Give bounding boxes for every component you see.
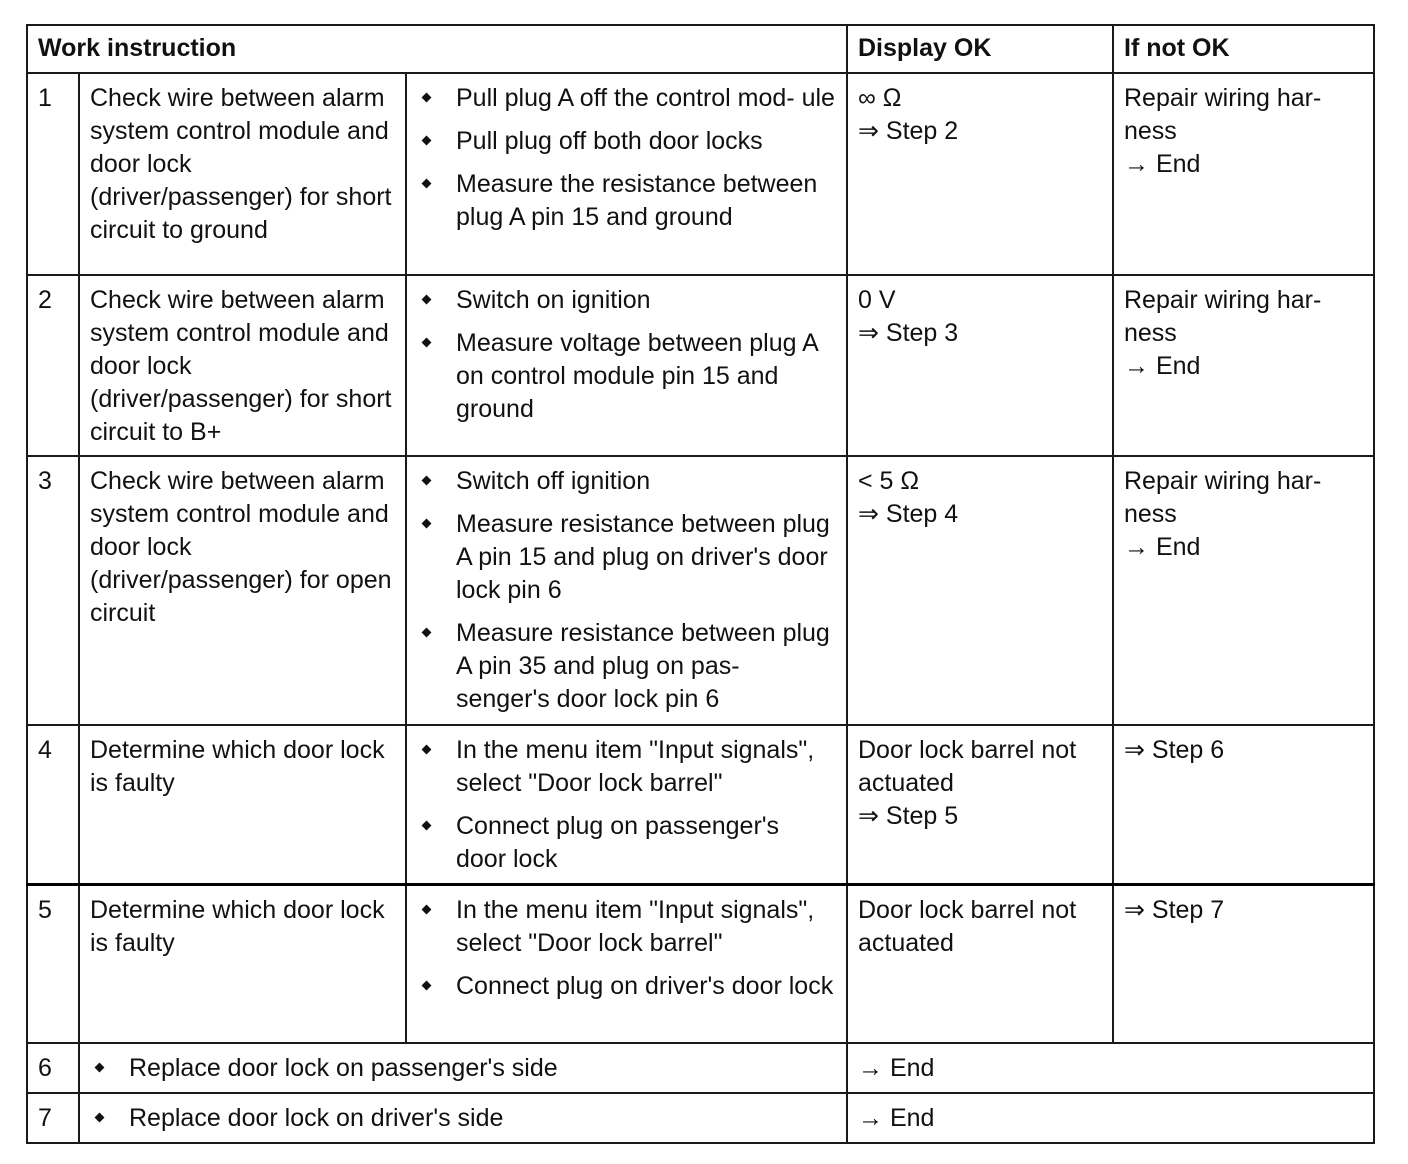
not-ok-next: → End	[1124, 533, 1201, 561]
step-task: Check wire between alarm system control module and door lock (driver/passenger) for open circuit	[79, 456, 406, 725]
not-ok-action: ⇒ Step 6	[1124, 736, 1225, 764]
header-work-instruction: Work instruction	[27, 25, 847, 73]
step-number: 6	[27, 1043, 79, 1093]
step-actions	[79, 1043, 847, 1093]
header-display-ok: Display OK	[847, 25, 1113, 73]
step-row-3	[27, 456, 1374, 725]
step-number: 1	[27, 73, 79, 275]
bullet-diamond-icon	[422, 93, 432, 103]
bullet-diamond-icon	[422, 821, 432, 831]
bullet-diamond-icon	[422, 519, 432, 529]
bullet-diamond-icon	[422, 628, 432, 638]
display-value: 0 V	[858, 286, 896, 314]
action-item: Pull plug off both door locks	[417, 125, 836, 158]
display-value: Door lock barrel not actuated	[858, 895, 1077, 957]
display-next-step: ⇒ Step 4	[858, 500, 959, 528]
step-actions	[406, 884, 847, 1043]
action-item: Measure resistance between plug A pin 15 and plug on driver's door lock pin 6	[417, 508, 836, 607]
display-next-step: ⇒ Step 2	[858, 117, 959, 145]
action-item: Measure the resistance between plug A pin 15 and ground	[417, 168, 836, 234]
not-ok-next: → End	[1124, 352, 1201, 380]
action-item: Switch on ignition	[417, 284, 836, 317]
step-actions	[406, 275, 847, 456]
if-not-ok-cell	[1113, 275, 1374, 456]
display-ok-cell	[847, 73, 1113, 275]
step-row-1	[27, 73, 1374, 275]
bullet-diamond-icon	[422, 904, 432, 914]
step-row-7	[27, 1093, 1374, 1143]
step-number: 7	[27, 1093, 79, 1143]
action-item: Measure resistance between plug A pin 35 and plug on pas- senger's door lock pin 6	[417, 617, 836, 716]
bullet-diamond-icon	[422, 295, 432, 305]
display-value: < 5 Ω	[858, 467, 920, 495]
result-cell: → End	[847, 1093, 1374, 1143]
if-not-ok-cell	[1113, 884, 1374, 1043]
bullet-diamond-icon	[95, 1063, 105, 1073]
display-ok-cell	[847, 725, 1113, 884]
display-ok-cell	[847, 275, 1113, 456]
step-actions	[406, 725, 847, 884]
step-row-4	[27, 725, 1374, 884]
step-task: Check wire between alarm system control module and door lock (driver/passenger) for short circuit to B+	[79, 275, 406, 456]
step-row-5	[27, 884, 1374, 1043]
bullet-diamond-icon	[422, 338, 432, 348]
action-item: Connect plug on driver's door lock	[417, 970, 836, 1003]
display-next-step: ⇒ Step 5	[858, 802, 959, 830]
if-not-ok-cell	[1113, 456, 1374, 725]
not-ok-next: → End	[1124, 150, 1201, 178]
step-actions	[79, 1093, 847, 1143]
header-row	[27, 25, 1374, 73]
action-item: Replace door lock on passenger's side	[90, 1052, 836, 1085]
bullet-diamond-icon	[95, 1113, 105, 1123]
display-value: ∞ Ω	[858, 84, 902, 112]
step-task: Determine which door lock is faulty	[79, 725, 406, 884]
bullet-diamond-icon	[422, 179, 432, 189]
not-ok-action: ⇒ Step 7	[1124, 895, 1225, 924]
action-item: In the menu item "Input signals", select "Door lock barrel"	[417, 894, 836, 960]
not-ok-action: Repair wiring har- ness	[1124, 84, 1322, 145]
display-ok-cell	[847, 884, 1113, 1043]
bullet-diamond-icon	[422, 980, 432, 990]
document-page	[26, 24, 1375, 1144]
action-item: Switch off ignition	[417, 465, 836, 498]
step-row-6	[27, 1043, 1374, 1093]
display-ok-cell	[847, 456, 1113, 725]
step-number: 4	[27, 725, 79, 884]
action-item: Replace door lock on driver's side	[90, 1102, 836, 1135]
bullet-diamond-icon	[422, 136, 432, 146]
if-not-ok-cell	[1113, 725, 1374, 884]
action-item: Connect plug on passenger's door lock	[417, 810, 836, 876]
step-number: 3	[27, 456, 79, 725]
work-instruction-table	[26, 24, 1375, 1144]
action-item: Pull plug A off the control mod- ule	[417, 82, 836, 115]
display-value: Door lock barrel not actuated	[858, 736, 1077, 797]
step-actions	[406, 73, 847, 275]
bullet-diamond-icon	[422, 745, 432, 755]
result-cell: → End	[847, 1043, 1374, 1093]
header-if-not-ok: If not OK	[1113, 25, 1374, 73]
not-ok-action: Repair wiring har- ness	[1124, 467, 1322, 528]
step-task: Check wire between alarm system control module and door lock (driver/passenger) for short circuit to ground	[79, 73, 406, 275]
bullet-diamond-icon	[422, 476, 432, 486]
action-item: Measure voltage between plug A on control module pin 15 and ground	[417, 327, 836, 426]
not-ok-action: Repair wiring har- ness	[1124, 286, 1322, 347]
step-actions	[406, 456, 847, 725]
if-not-ok-cell	[1113, 73, 1374, 275]
display-next-step: ⇒ Step 3	[858, 319, 959, 347]
step-row-2	[27, 275, 1374, 456]
step-number: 5	[27, 884, 79, 1043]
step-number: 2	[27, 275, 79, 456]
action-item: In the menu item "Input signals", select "Door lock barrel"	[417, 734, 836, 800]
step-task: Determine which door lock is faulty	[79, 884, 406, 1043]
